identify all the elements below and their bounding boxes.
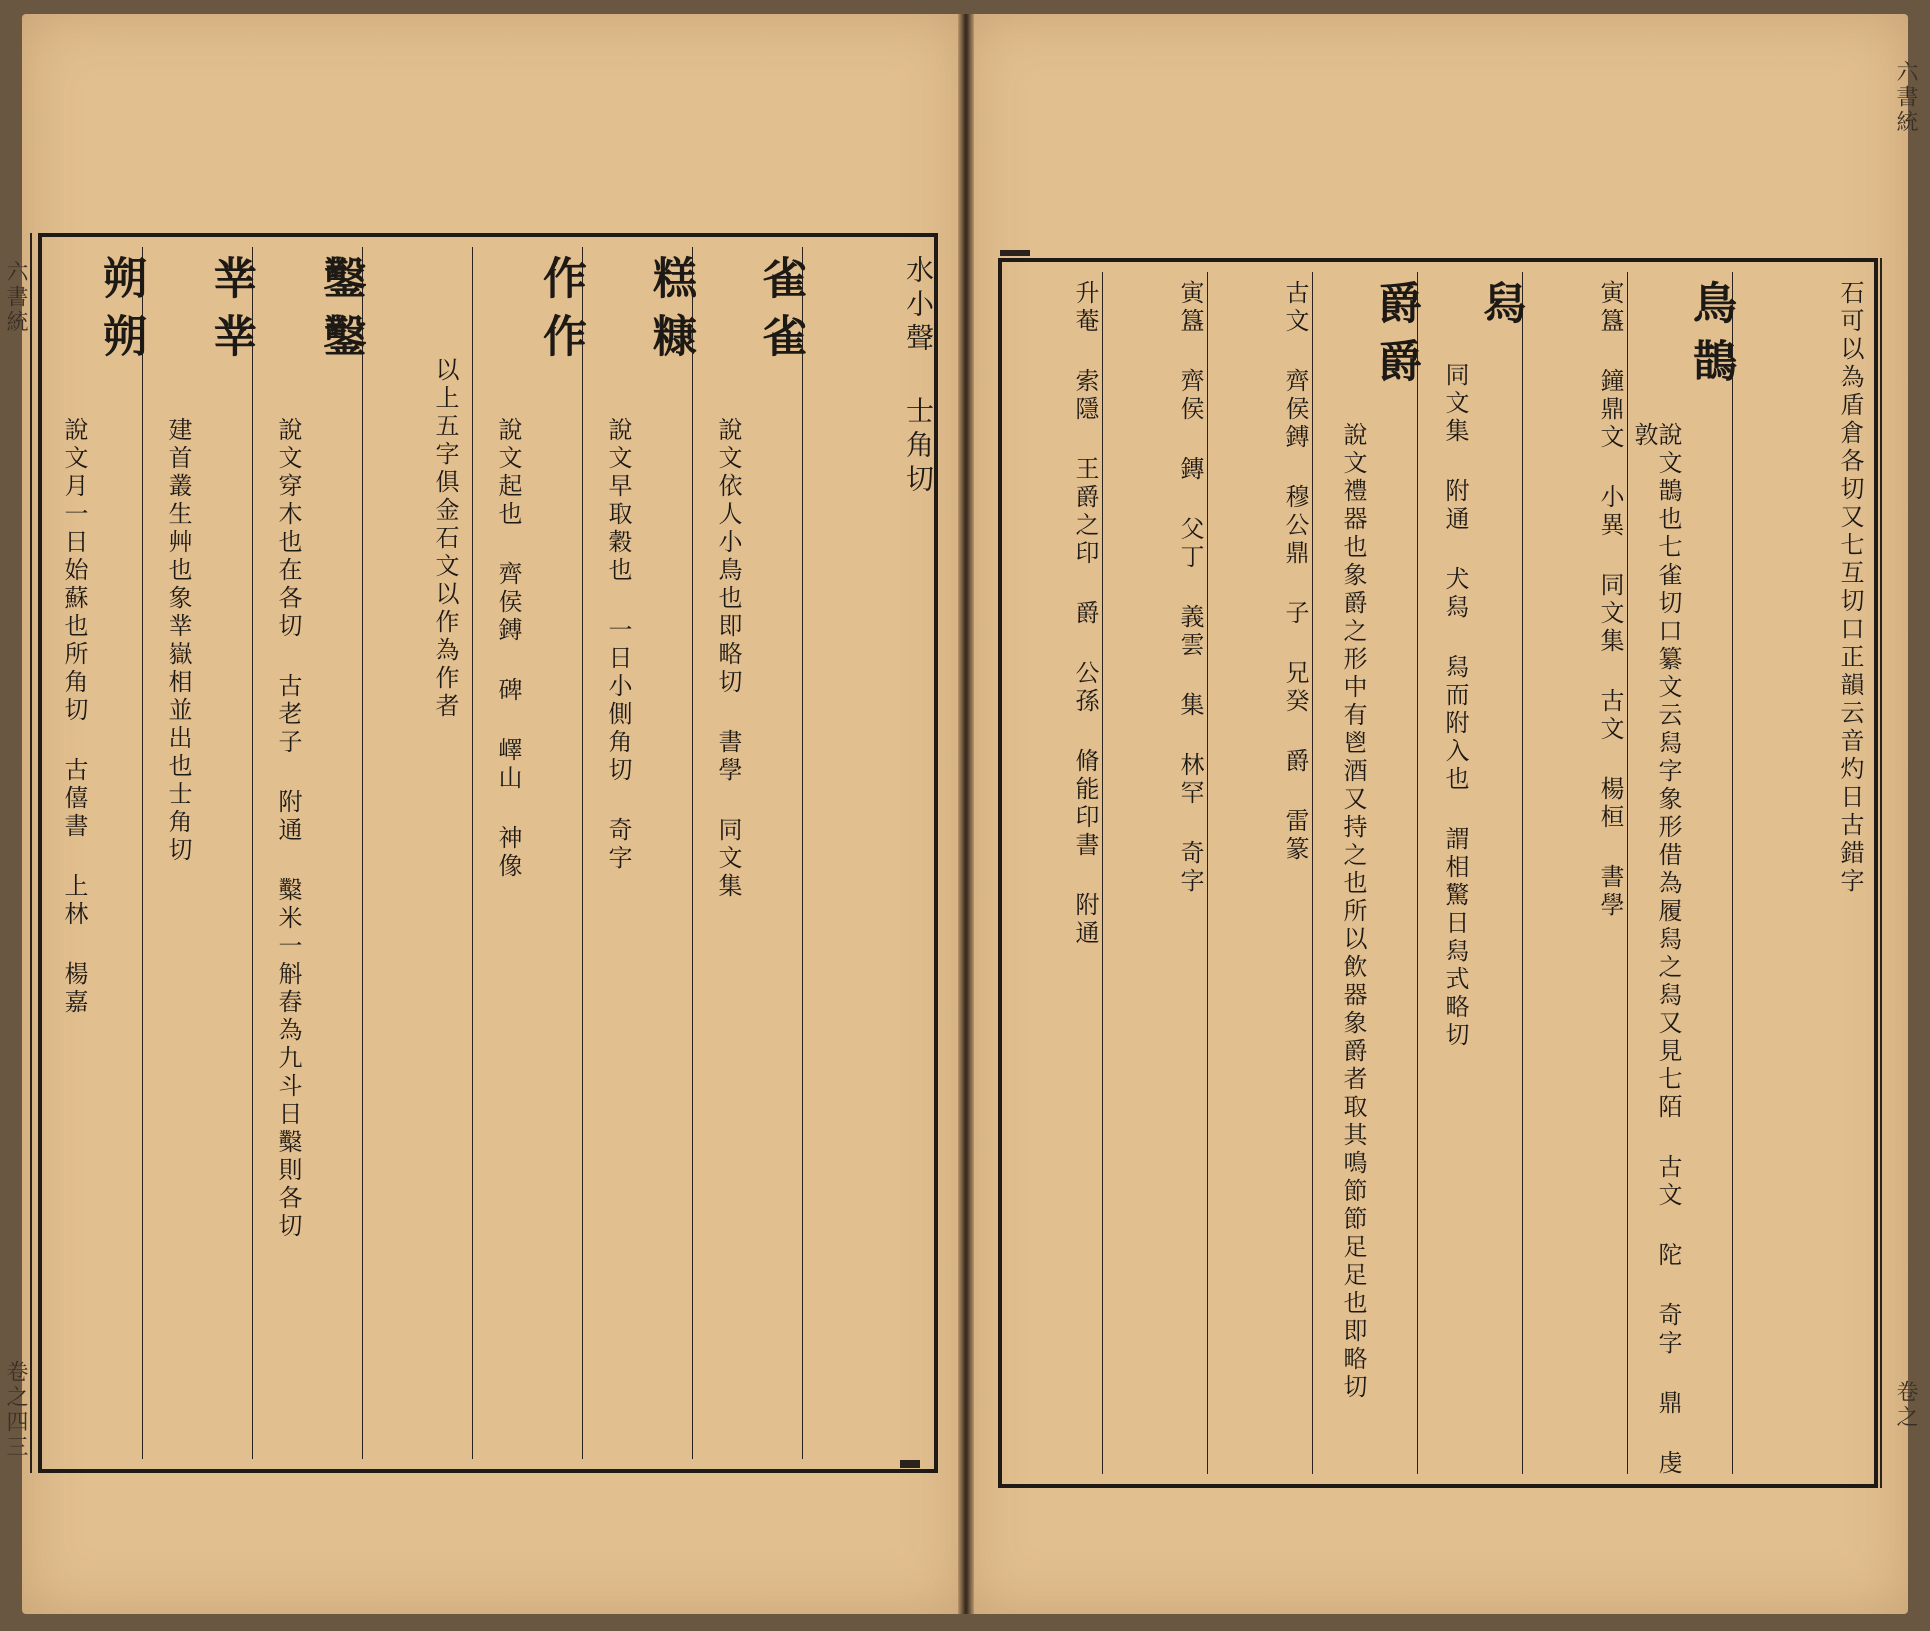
left-col-4-text: 說文起也 齊侯鎛 碑 嶧山 神像	[494, 417, 522, 881]
left-col-6-headword: 鑿鑿	[315, 255, 366, 371]
column-rule	[1102, 272, 1103, 1474]
column-rule	[1207, 272, 1208, 1474]
right-col-8-text: 升菴 索隱 王爵之印 爵 公孫 脩能印書 附通	[1071, 280, 1099, 948]
column-rule	[1522, 272, 1523, 1474]
right-page-frame	[998, 258, 1878, 1488]
ink-mark	[1000, 250, 1030, 256]
left-col-5-text: 以上五字俱金石文以作為作者	[431, 357, 459, 721]
left-col-2-text: 說文依人小鳥也即略切 書學 同文集	[714, 417, 742, 901]
left-col-8-headword: 朔朔	[95, 255, 146, 371]
right-col-5-headword: 爵爵	[1370, 280, 1421, 396]
right-col-2-headword: 鳥鵲	[1685, 280, 1736, 396]
ink-mark	[900, 1460, 920, 1468]
column-rule	[1627, 272, 1628, 1474]
left-outer-rule	[30, 233, 32, 1473]
right-outer-rule	[1880, 258, 1882, 1488]
right-col-7-text: 寅簋 齊侯 鏄 父丁 義雲 集 林罕 奇字	[1176, 280, 1204, 896]
right-col-3-text: 寅簋 鐘鼎文 小異 同文集 古文 楊桓 書學	[1596, 280, 1624, 920]
right-col-4-headword: 舄	[1475, 280, 1526, 338]
column-rule	[692, 247, 693, 1459]
left-col-7-text: 建首叢生艸也象丵嶽相並出也士角切	[164, 417, 192, 865]
column-rule	[1732, 272, 1733, 1474]
column-rule	[802, 247, 803, 1459]
column-rule	[142, 247, 143, 1459]
right-col-5-text: 說文禮器也象爵之形中有鬯酒又持之也所以飲器象爵者取其鳴節節足足也即略切	[1339, 422, 1367, 1402]
left-margin-folio: 卷之四三	[3, 1360, 28, 1460]
column-rule	[472, 247, 473, 1459]
left-page-frame	[38, 233, 938, 1473]
right-col-4-text: 同文集 附通 犬舄 舄而附入也 謂相驚日舄式略切	[1441, 362, 1469, 1050]
column-rule	[362, 247, 363, 1459]
column-rule	[582, 247, 583, 1459]
right-margin-folio: 卷之	[1893, 1380, 1918, 1430]
left-col-8-text: 說文月一日始蘇也所角切 古僖書 上林 楊嘉	[60, 417, 88, 1017]
left-margin-title: 六書統	[3, 260, 28, 335]
left-col-2-headword: 雀雀	[755, 255, 806, 371]
left-col-7-headword: 丵丵	[205, 255, 256, 371]
left-col-3-headword: 糕糠	[645, 255, 696, 371]
left-col-6-text: 說文穿木也在各切 古老子 附通 糳米一斛舂為九斗日糳則各切	[274, 417, 302, 1241]
column-rule	[252, 247, 253, 1459]
column-rule	[1312, 272, 1313, 1474]
right-margin-title: 六書統	[1893, 60, 1918, 135]
right-col-1: 石可以為盾倉各切又七互切口正韻云音灼日古錯字	[1836, 280, 1864, 896]
book-gutter	[958, 14, 974, 1614]
right-col-2-text: 說文鵲也七雀切口纂文云舄字象形借為履舄之舄又見七陌 古文 陀 奇字 鼎 虔 敦	[1630, 422, 1682, 1478]
column-rule	[1417, 272, 1418, 1474]
right-col-6-text: 古文 齊侯鎛 穆公鼎 子 兄癸 爵 雷篆	[1281, 280, 1309, 864]
left-col-4-headword: 作作	[535, 255, 586, 371]
left-col-1: 水小聲 士角切	[902, 255, 935, 498]
left-col-3-text: 說文早取穀也 一日小側角切 奇字	[604, 417, 632, 873]
